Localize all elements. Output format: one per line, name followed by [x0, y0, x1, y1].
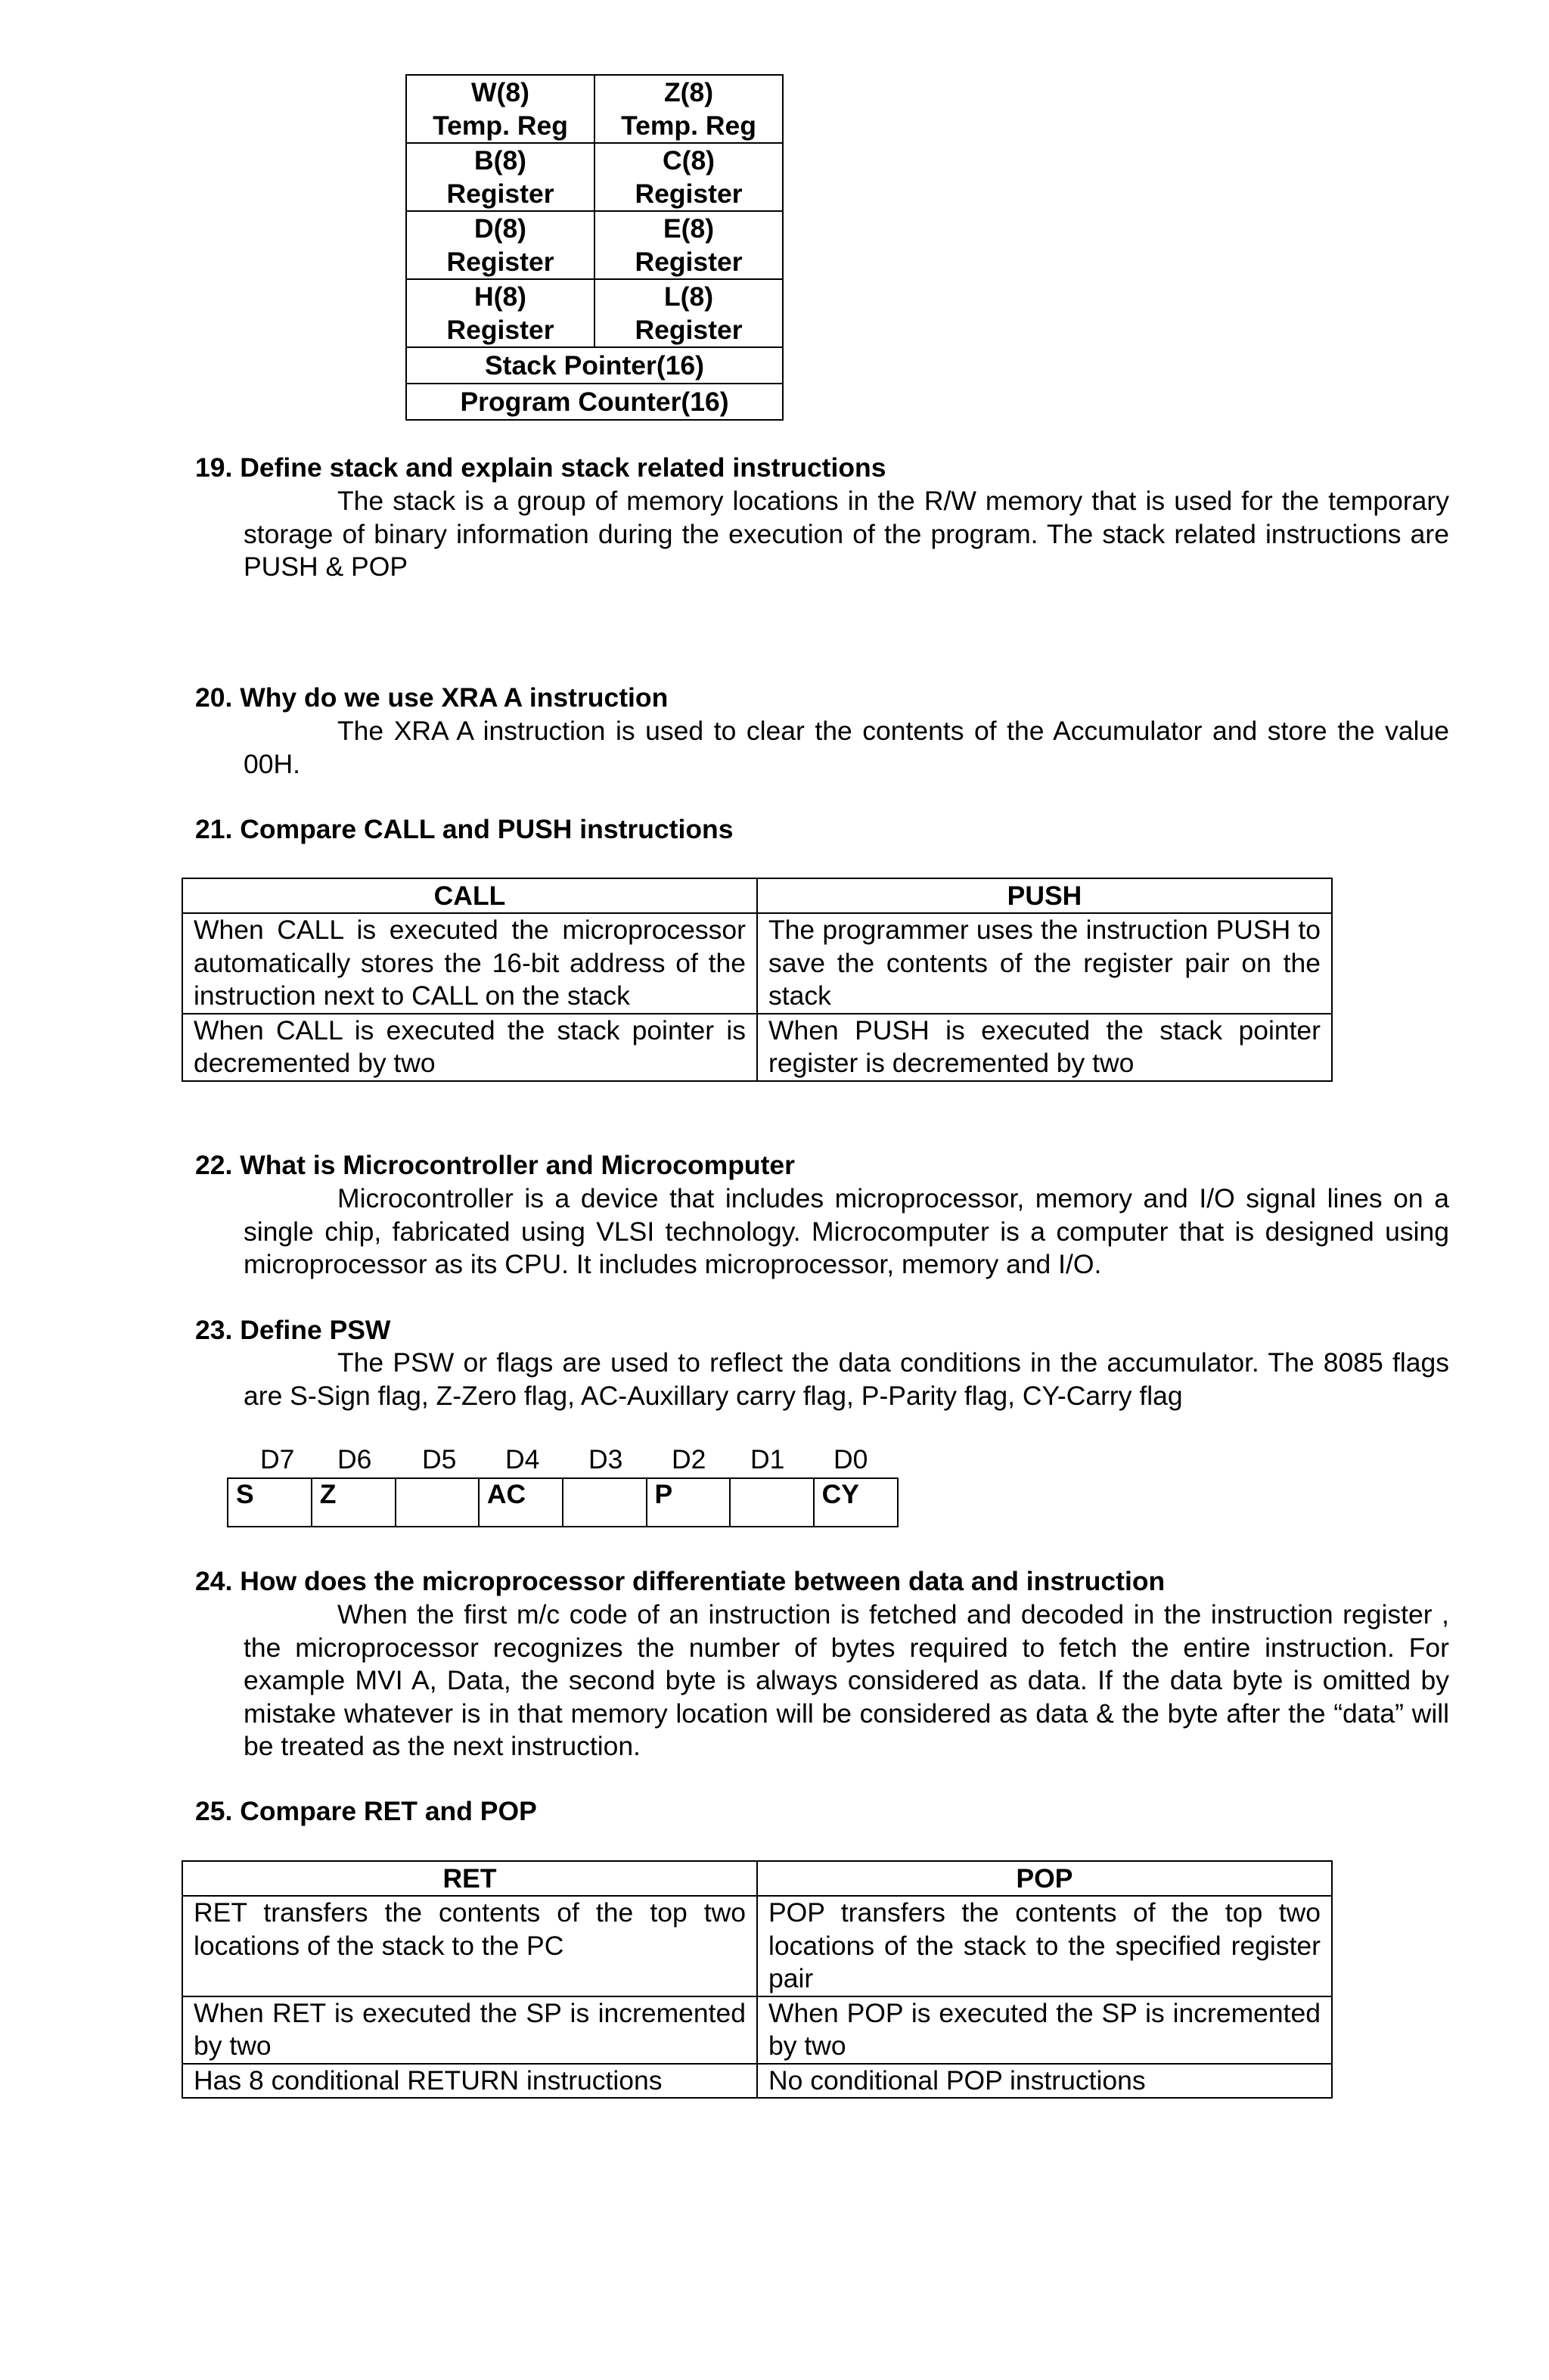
register-cell: Z(8) Temp. Reg	[594, 75, 783, 143]
column-header: POP	[757, 1861, 1332, 1896]
flag-cell	[730, 1478, 813, 1527]
q19-paragraph: The stack is a group of memory locations in the R/W memory that is used for the temporary storage of binary information during the execution of the program. The stack related instructions are PUSH & POP	[244, 486, 1449, 582]
table-row	[182, 2064, 1332, 2099]
q23-paragraph: The PSW or flags are used to reflect the data conditions in the accumulator. The 8085 flags are S-Sign flag, Z-Zero flag, AC-Auxillary carry flag, P-Parity flag, CY-Carry flag	[244, 1347, 1449, 1411]
table-cell: When POP is executed the SP is incremented by two	[757, 1996, 1332, 2064]
register-cell: C(8) Register	[594, 143, 783, 211]
bit-label: D7	[260, 1444, 295, 1474]
ret-pop-table	[182, 1860, 1333, 2099]
bit-label: D2	[672, 1444, 706, 1474]
table-row	[406, 143, 783, 211]
register-cell: H(8) Register	[406, 279, 594, 347]
table-row	[406, 279, 783, 347]
table-row	[182, 1896, 1332, 1996]
bit-label: D6	[337, 1444, 372, 1474]
table-header-row	[182, 1861, 1332, 1896]
table-cell: RET transfers the contents of the top two locations of the stack to the PC	[182, 1896, 757, 1996]
column-header: RET	[182, 1861, 757, 1896]
table-cell: When CALL is executed the stack pointer is decremented by two	[182, 1014, 757, 1081]
register-cell: W(8) Temp. Reg	[406, 75, 594, 143]
table-row	[406, 347, 783, 384]
table-row	[182, 913, 1332, 1014]
table-cell: When PUSH is executed the stack pointer register is decremented by two	[757, 1014, 1332, 1081]
register-cell: B(8) Register	[406, 143, 594, 211]
register-table	[405, 74, 784, 421]
flag-cell: Z	[312, 1478, 396, 1527]
bit-label: D3	[588, 1444, 623, 1474]
table-cell: POP transfers the contents of the top two locations of the stack to the specified register pair	[757, 1896, 1332, 1996]
column-header: PUSH	[757, 878, 1332, 913]
q20-paragraph: The XRA A instruction is used to clear the contents of the Accumulator and store the value 00H.	[244, 716, 1449, 779]
psw-bit-labels	[244, 1443, 902, 1477]
flag-cell: AC	[479, 1478, 563, 1527]
call-push-table	[182, 878, 1333, 1082]
bit-label: D0	[833, 1444, 868, 1474]
bit-label: D1	[750, 1444, 785, 1474]
q22-heading: 22. What is Microcontroller and Microcomputer	[195, 1150, 795, 1180]
table-row	[406, 211, 783, 279]
column-header: CALL	[182, 878, 757, 913]
flag-cell: S	[228, 1478, 312, 1527]
table-row	[406, 75, 783, 143]
table-header-row	[182, 878, 1332, 913]
bit-label: D5	[422, 1444, 457, 1474]
q25-heading: 25. Compare RET and POP	[195, 1796, 537, 1826]
q23-heading: 23. Define PSW	[195, 1315, 391, 1345]
table-cell: The programmer uses the instruction PUSH to save the contents of the register pair on the stack	[757, 913, 1332, 1014]
program-counter-cell: Program Counter(16)	[406, 384, 783, 420]
flag-cell	[563, 1478, 646, 1527]
table-cell: Has 8 conditional RETURN instructions	[182, 2064, 757, 2099]
table-row	[182, 1014, 1332, 1081]
flag-cell	[396, 1478, 479, 1527]
table-cell: No conditional POP instructions	[757, 2064, 1332, 2099]
q24-heading: 24. How does the microprocessor differentiate between data and instruction	[195, 1566, 1166, 1596]
stack-pointer-cell: Stack Pointer(16)	[406, 347, 783, 384]
register-cell: D(8) Register	[406, 211, 594, 279]
table-row	[182, 1996, 1332, 2064]
q20-heading: 20. Why do we use XRA A instruction	[195, 682, 669, 713]
table-cell: When RET is executed the SP is incremented by two	[182, 1996, 757, 2064]
q22-paragraph: Microcontroller is a device that includes microprocessor, memory and I/O signal lines on a single chip, fabricated using VLSI technology. Microcomputer is a computer that is designed using microprocessor as its CPU. It includes microprocessor, memory and I/O.	[244, 1183, 1449, 1279]
psw-flag-register	[227, 1477, 899, 1527]
q19-heading: 19. Define stack and explain stack related instructions	[195, 452, 886, 483]
table-row	[406, 384, 783, 420]
table-row	[228, 1478, 898, 1527]
table-cell: When CALL is executed the microprocessor automatically stores the 16-bit address of the instruction next to CALL on the stack	[182, 913, 757, 1014]
flag-cell: CY	[814, 1478, 898, 1527]
q24-paragraph: When the first m/c code of an instruction is fetched and decoded in the instruction register , the microprocessor recognizes the number of bytes required to fetch the entire instruction. For example MVI A, Data, the second byte is always considered as data. If the data byte is omitted by mistake whatever is in that memory location will be considered as data & the byte after the “data” will be treated as the next instruction.	[244, 1599, 1449, 1761]
flag-cell: P	[647, 1478, 731, 1527]
register-cell: L(8) Register	[594, 279, 783, 347]
register-cell: E(8) Register	[594, 211, 783, 279]
q21-heading: 21. Compare CALL and PUSH instructions	[195, 814, 734, 844]
bit-label: D4	[505, 1444, 540, 1474]
